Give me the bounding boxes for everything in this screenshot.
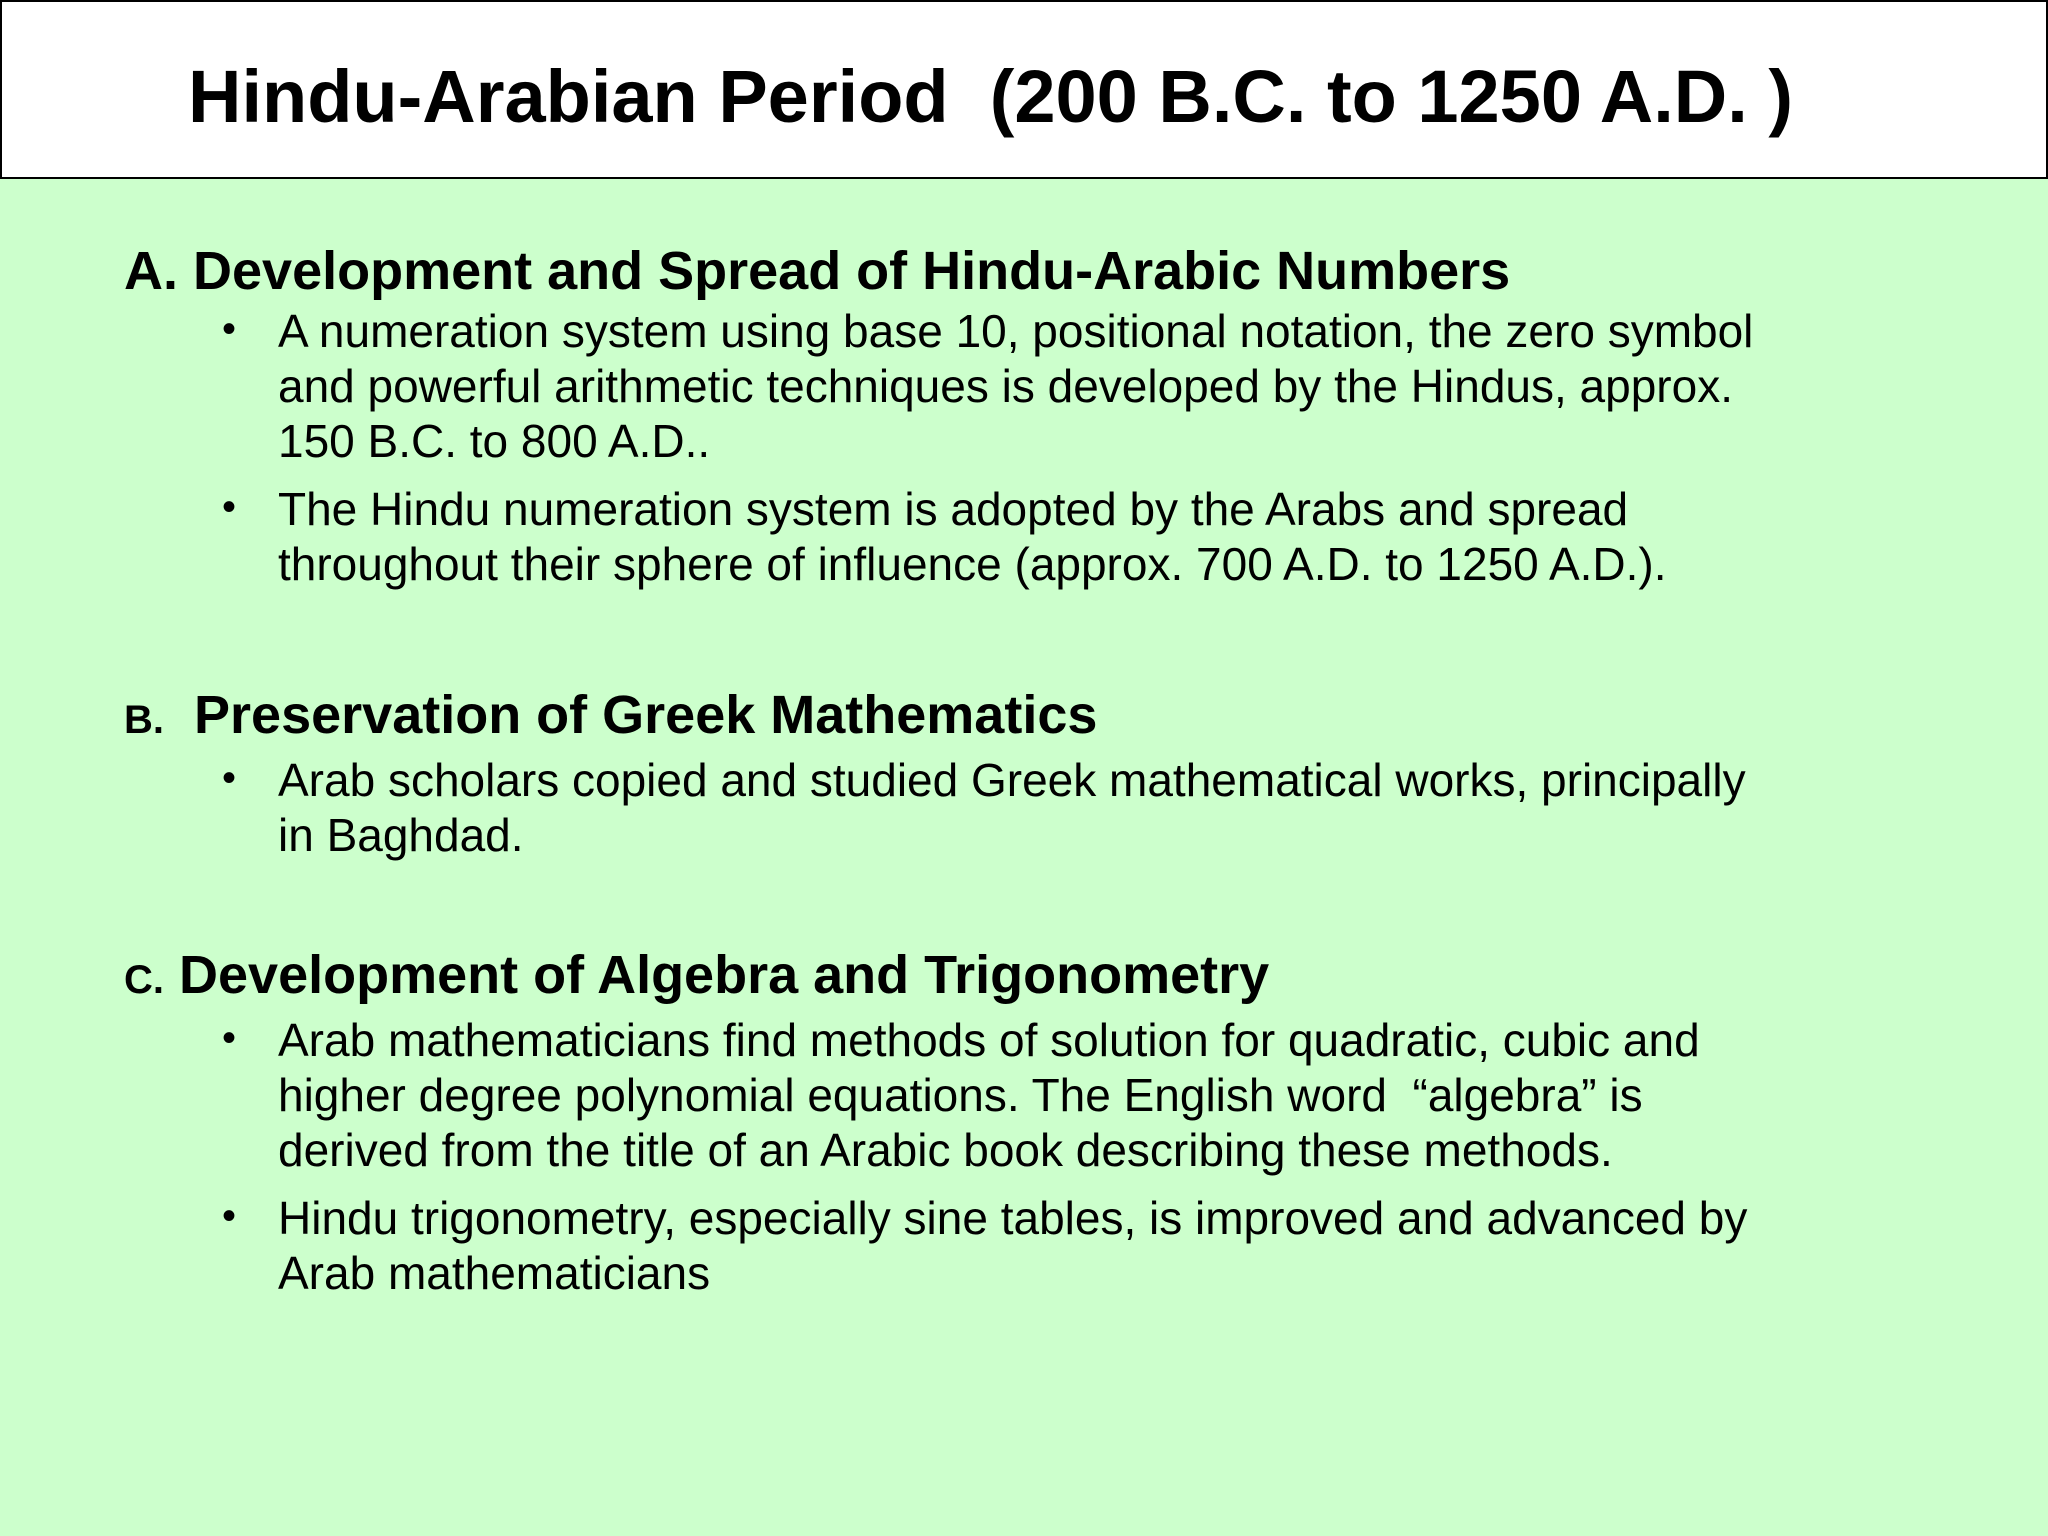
section-title: Development and Spread of Hindu-Arabic Numbers (193, 241, 1511, 301)
bullet-item (124, 304, 1984, 469)
section-heading (124, 682, 1984, 753)
bullet-text: Arab mathematicians find methods of solution for quadratic, cubic and higher degree polynomial equations. The English word “algebra” is derived from the title of an Arabic book describing these methods. (278, 1014, 1700, 1176)
section-b (124, 682, 1984, 863)
bullet-list (124, 753, 1984, 863)
section-heading (124, 238, 1984, 304)
bullet-list (124, 304, 1984, 592)
section-letter: C. (124, 958, 164, 1002)
section-title: Development of Algebra and Trigonometry (179, 945, 1270, 1005)
bullet-item (124, 1191, 1984, 1301)
bullet-text: Arab scholars copied and studied Greek mathematical works, principally in Baghdad. (278, 754, 1746, 861)
bullet-text: The Hindu numeration system is adopted by the Arabs and spread throughout their sphere of influence (approx. 700 A.D. to 1250 A.D.). (278, 483, 1667, 590)
section-letter: B. (124, 698, 164, 742)
section-letter: A. (124, 241, 178, 301)
bullet-icon: • (222, 307, 237, 351)
bullet-icon: • (222, 1016, 237, 1060)
bullet-icon: • (222, 485, 237, 529)
bullet-list (124, 1013, 1984, 1301)
slide-title: Hindu-Arabian Period (200 B.C. to 1250 A.D. ) (188, 55, 1793, 138)
bullet-item (124, 482, 1984, 592)
bullet-icon: • (222, 1194, 237, 1238)
bullet-icon: • (222, 756, 237, 800)
bullet-text: Hindu trigonometry, especially sine tables, is improved and advanced by Arab mathematicians (278, 1192, 1748, 1299)
section-c (124, 942, 1984, 1301)
section-heading (124, 942, 1984, 1013)
section-a (124, 238, 1984, 592)
bullet-item (124, 1013, 1984, 1178)
section-title: Preservation of Greek Mathematics (194, 685, 1098, 745)
bullet-item (124, 753, 1984, 863)
bullet-text: A numeration system using base 10, positional notation, the zero symbol and powerful arithmetic techniques is developed by the Hindus, approx. 150 B.C. to 800 A.D.. (278, 305, 1754, 467)
title-box (0, 0, 2048, 179)
